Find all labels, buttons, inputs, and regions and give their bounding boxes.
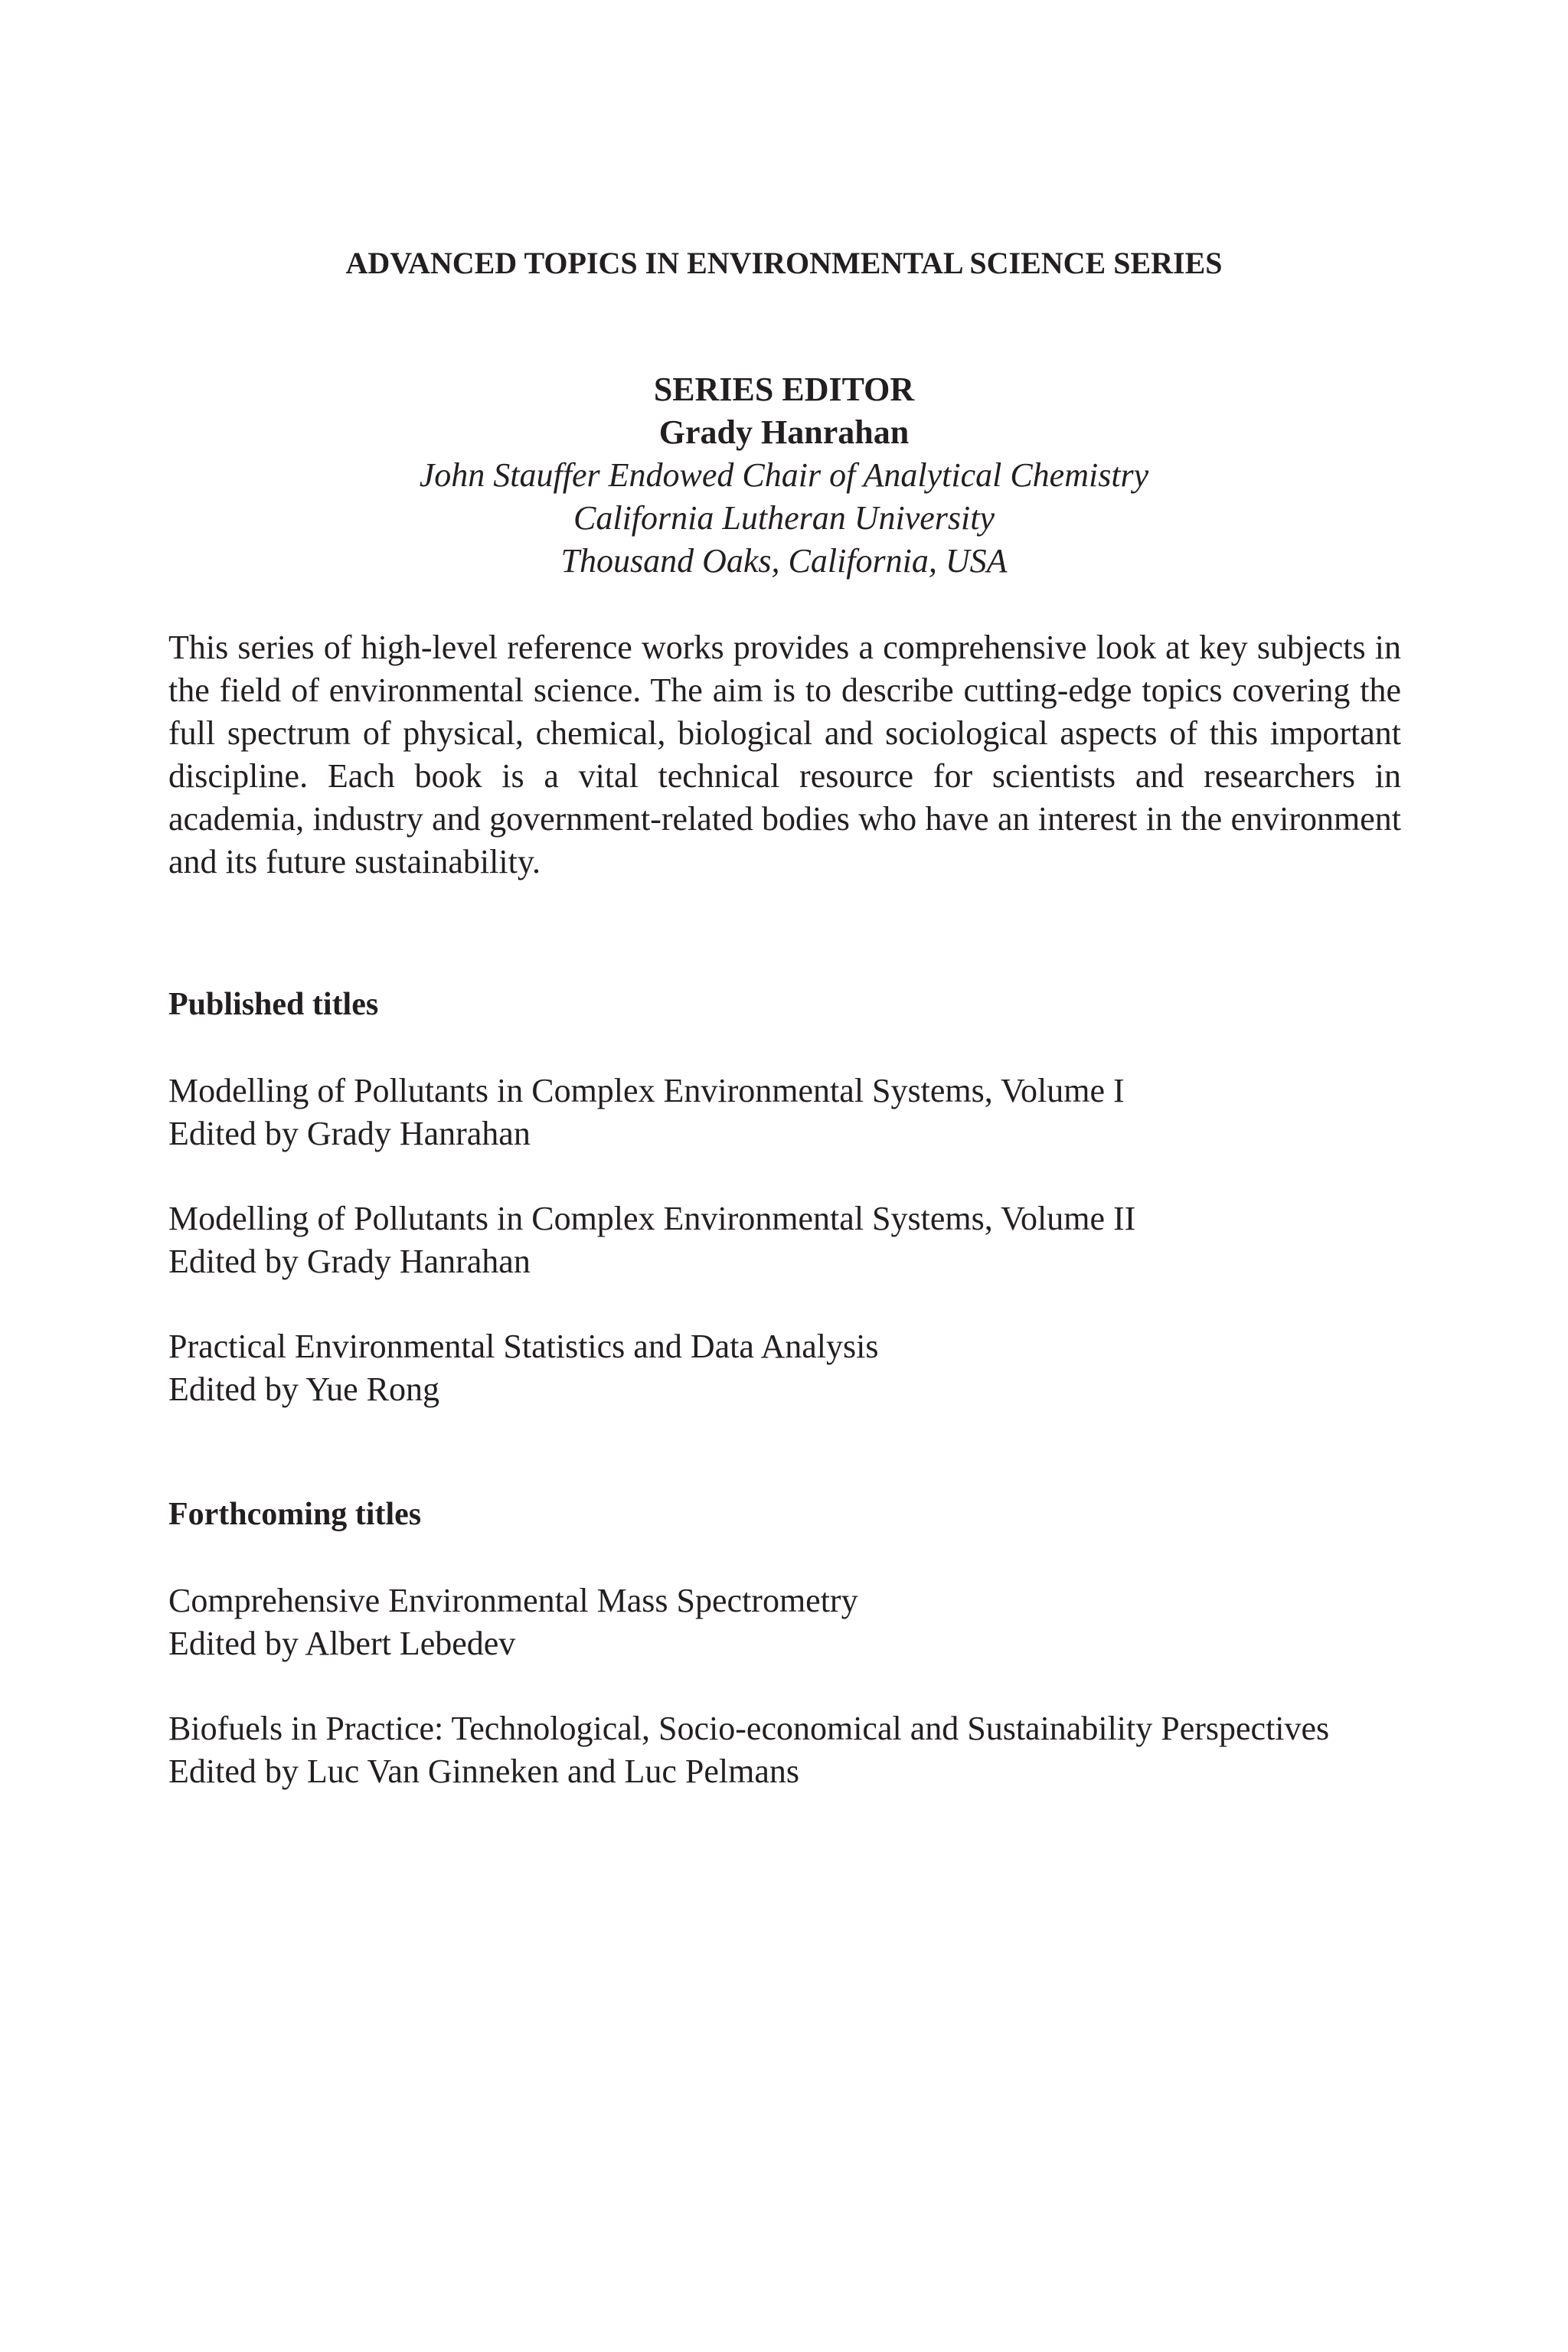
series-editor-name: Grady Hanrahan <box>658 413 910 451</box>
series-editor-institution: California Lutheran University <box>573 499 995 537</box>
book-editor: Edited by Yue Rong <box>168 1370 439 1408</box>
series-editor-block <box>0 368 1568 583</box>
book-title: Comprehensive Environmental Mass Spectrometry <box>168 1582 858 1619</box>
series-title: ADVANCED TOPICS IN ENVIRONMENTAL SCIENCE SERIES <box>345 246 1223 280</box>
book-title: Modelling of Pollutants in Complex Environmental Systems, Volume I <box>168 1072 1125 1109</box>
book-editor: Edited by Albert Lebedev <box>168 1625 516 1662</box>
forthcoming-title-entry <box>168 1579 858 1665</box>
published-titles-heading: Published titles <box>168 987 379 1022</box>
series-editor-position: John Stauffer Endowed Chair of Analytical Chemistry <box>419 456 1149 494</box>
book-title: Practical Environmental Statistics and Data Analysis <box>168 1328 879 1365</box>
series-editor-heading: SERIES EDITOR <box>653 371 915 408</box>
published-title-entry <box>168 1197 1135 1283</box>
forthcoming-title-entry <box>168 1707 1329 1793</box>
book-editor: Edited by Grady Hanrahan <box>168 1115 531 1152</box>
book-title: Biofuels in Practice: Technological, Socio-economical and Sustainability Perspectives <box>168 1710 1330 1747</box>
series-description: This series of high-level reference works provides a comprehensive look at key subjects in the field of environmental science. The aim is to describe cutting-edge topics covering the full spectrum of physical, chemical, biological and sociological aspects of this important discipline. Each book is a vital technical resource for scientists and researchers in academia, industry and government-related bodies who have an interest in the environment and its future sustainability. <box>168 629 1401 880</box>
series-editor-location: Thousand Oaks, California, USA <box>560 542 1008 580</box>
forthcoming-titles-heading: Forthcoming titles <box>168 1497 422 1532</box>
published-title-entry <box>168 1070 1125 1155</box>
book-title: Modelling of Pollutants in Complex Environmental Systems, Volume II <box>168 1200 1136 1237</box>
book-editor: Edited by Grady Hanrahan <box>168 1243 531 1280</box>
published-title-entry <box>168 1325 878 1411</box>
book-editor: Edited by Luc Van Ginneken and Luc Pelmans <box>168 1753 799 1790</box>
